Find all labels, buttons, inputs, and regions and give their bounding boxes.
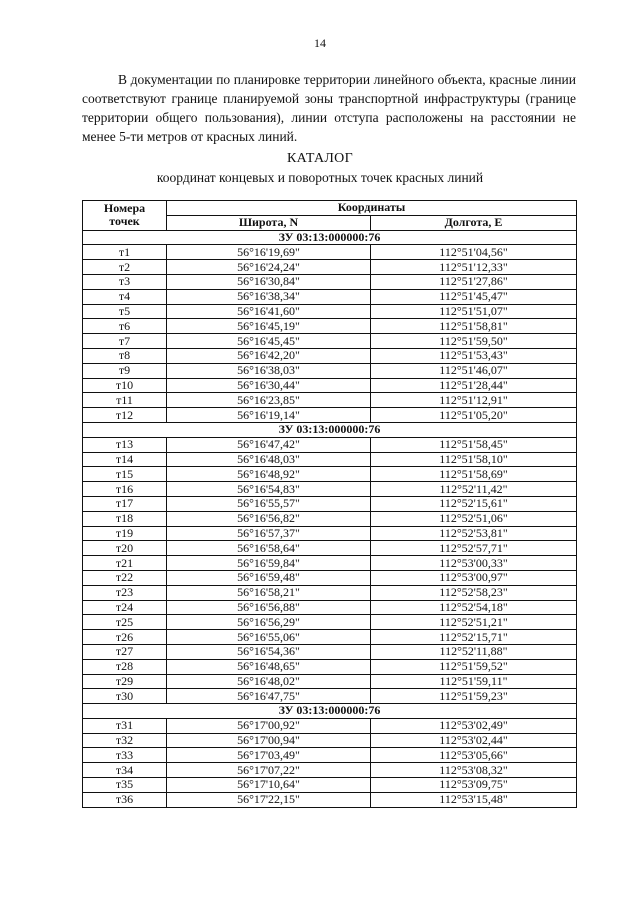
longitude-cell: 112°51'59,11"	[371, 674, 577, 689]
longitude-cell: 112°52'11,42"	[371, 482, 577, 497]
table-row	[83, 289, 577, 304]
point-cell: т8	[83, 348, 167, 363]
point-cell: т1	[83, 245, 167, 260]
point-cell: т33	[83, 748, 167, 763]
latitude-cell: 56°16'48,92"	[167, 467, 371, 482]
table-row	[83, 570, 577, 585]
latitude-cell: 56°16'54,83"	[167, 482, 371, 497]
table-row	[83, 452, 577, 467]
point-cell: т19	[83, 526, 167, 541]
table-row	[83, 763, 577, 778]
table-row	[83, 630, 577, 645]
catalog-title: КАТАЛОГ	[287, 151, 353, 166]
group-row	[83, 422, 577, 437]
table-row	[83, 408, 577, 423]
latitude-cell: 56°16'48,02"	[167, 674, 371, 689]
latitude-cell: 56°16'58,21"	[167, 585, 371, 600]
group-title: ЗУ 03:13:000000:76	[83, 230, 577, 245]
latitude-cell: 56°16'58,64"	[167, 541, 371, 556]
longitude-cell: 112°51'53,43"	[371, 348, 577, 363]
longitude-cell: 112°51'12,91"	[371, 393, 577, 408]
longitude-cell: 112°53'05,66"	[371, 748, 577, 763]
table-row	[83, 319, 577, 334]
table-row	[83, 556, 577, 571]
table-row	[83, 718, 577, 733]
point-cell: т35	[83, 778, 167, 793]
table-row	[83, 378, 577, 393]
longitude-cell: 112°51'58,45"	[371, 437, 577, 452]
latitude-cell: 56°16'57,37"	[167, 526, 371, 541]
table-row	[83, 541, 577, 556]
point-cell: т32	[83, 733, 167, 748]
point-cell: т20	[83, 541, 167, 556]
point-cell: т12	[83, 408, 167, 423]
point-cell: т10	[83, 378, 167, 393]
longitude-cell: 112°51'28,44"	[371, 378, 577, 393]
latitude-cell: 56°16'41,60"	[167, 304, 371, 319]
table-row	[83, 245, 577, 260]
group-row	[83, 704, 577, 719]
table-row	[83, 304, 577, 319]
catalog-subtitle: координат концевых и поворотных точек красных линий	[156, 170, 484, 185]
longitude-cell: 112°53'02,49"	[371, 718, 577, 733]
latitude-cell: 56°16'19,69"	[167, 245, 371, 260]
point-cell: т24	[83, 600, 167, 615]
longitude-cell: 112°53'00,97"	[371, 570, 577, 585]
latitude-cell: 56°16'55,57"	[167, 496, 371, 511]
coordinates-table	[82, 200, 577, 808]
table-row	[83, 674, 577, 689]
latitude-cell: 56°16'23,85"	[167, 393, 371, 408]
latitude-cell: 56°17'00,94"	[167, 733, 371, 748]
longitude-cell: 112°53'00,33"	[371, 556, 577, 571]
latitude-cell: 56°16'56,29"	[167, 615, 371, 630]
point-cell: т7	[83, 334, 167, 349]
latitude-cell: 56°16'19,14"	[167, 408, 371, 423]
table-row	[83, 748, 577, 763]
longitude-cell: 112°52'11,88"	[371, 644, 577, 659]
longitude-cell: 112°52'54,18"	[371, 600, 577, 615]
table-row	[83, 393, 577, 408]
longitude-cell: 112°51'45,47"	[371, 289, 577, 304]
header-coords: Координаты	[167, 201, 577, 216]
group-title: ЗУ 03:13:000000:76	[83, 422, 577, 437]
group-title: ЗУ 03:13:000000:76	[83, 704, 577, 719]
table-row	[83, 334, 577, 349]
point-cell: т28	[83, 659, 167, 674]
latitude-cell: 56°16'55,06"	[167, 630, 371, 645]
latitude-cell: 56°16'45,19"	[167, 319, 371, 334]
table-row	[83, 260, 577, 275]
point-cell: т34	[83, 763, 167, 778]
point-cell: т31	[83, 718, 167, 733]
point-cell: т15	[83, 467, 167, 482]
point-cell: т26	[83, 630, 167, 645]
point-cell: т2	[83, 260, 167, 275]
latitude-cell: 56°16'56,82"	[167, 511, 371, 526]
latitude-cell: 56°16'54,36"	[167, 644, 371, 659]
table-row	[83, 467, 577, 482]
point-cell: т27	[83, 644, 167, 659]
latitude-cell: 56°17'03,49"	[167, 748, 371, 763]
latitude-cell: 56°16'56,88"	[167, 600, 371, 615]
longitude-cell: 112°53'09,75"	[371, 778, 577, 793]
page-number: 14	[314, 36, 326, 50]
longitude-cell: 112°51'46,07"	[371, 363, 577, 378]
table-row	[83, 659, 577, 674]
latitude-cell: 56°16'48,03"	[167, 452, 371, 467]
longitude-cell: 112°52'53,81"	[371, 526, 577, 541]
table-row	[83, 600, 577, 615]
longitude-cell: 112°52'15,61"	[371, 496, 577, 511]
table-row	[83, 511, 577, 526]
latitude-cell: 56°17'00,92"	[167, 718, 371, 733]
table-row	[83, 437, 577, 452]
latitude-cell: 56°16'38,03"	[167, 363, 371, 378]
latitude-cell: 56°16'47,75"	[167, 689, 371, 704]
longitude-cell: 112°51'27,86"	[371, 274, 577, 289]
longitude-cell: 112°53'15,48"	[371, 792, 577, 807]
table-row	[83, 585, 577, 600]
latitude-cell: 56°16'42,20"	[167, 348, 371, 363]
table-row	[83, 733, 577, 748]
header-points-line1: Номера	[103, 201, 146, 216]
latitude-cell: 56°16'59,48"	[167, 570, 371, 585]
point-cell: т13	[83, 437, 167, 452]
longitude-cell: 112°51'58,10"	[371, 452, 577, 467]
longitude-cell: 112°53'02,44"	[371, 733, 577, 748]
latitude-cell: 56°16'38,34"	[167, 289, 371, 304]
latitude-cell: 56°16'30,84"	[167, 274, 371, 289]
point-cell: т6	[83, 319, 167, 334]
longitude-cell: 112°52'51,21"	[371, 615, 577, 630]
point-cell: т9	[83, 363, 167, 378]
latitude-cell: 56°17'22,15"	[167, 792, 371, 807]
longitude-cell: 112°51'51,07"	[371, 304, 577, 319]
point-cell: т4	[83, 289, 167, 304]
latitude-cell: 56°16'59,84"	[167, 556, 371, 571]
longitude-cell: 112°51'58,69"	[371, 467, 577, 482]
table-row	[83, 348, 577, 363]
point-cell: т18	[83, 511, 167, 526]
latitude-cell: 56°16'24,24"	[167, 260, 371, 275]
latitude-cell: 56°16'48,65"	[167, 659, 371, 674]
intro-paragraph: В документации по планировке территории линейного объекта, красные линии соответствуют границе планируемой зоны транспортной инфраструктуры (границе территории общего пользования), линии отступа расположены на расстоянии не менее 5-ти метров от красных линий.	[82, 72, 576, 144]
longitude-cell: 112°52'58,23"	[371, 585, 577, 600]
group-row	[83, 230, 577, 245]
header-points	[83, 201, 167, 231]
point-cell: т11	[83, 393, 167, 408]
table-row	[83, 363, 577, 378]
point-cell: т21	[83, 556, 167, 571]
point-cell: т16	[83, 482, 167, 497]
point-cell: т22	[83, 570, 167, 585]
header-points-line2: точек	[109, 214, 140, 229]
header-lat: Широта, N	[167, 215, 371, 230]
table-row	[83, 526, 577, 541]
longitude-cell: 112°51'59,23"	[371, 689, 577, 704]
table-row	[83, 496, 577, 511]
table-row	[83, 792, 577, 807]
point-cell: т17	[83, 496, 167, 511]
header-lon: Долгота, E	[371, 215, 577, 230]
longitude-cell: 112°52'57,71"	[371, 541, 577, 556]
latitude-cell: 56°17'07,22"	[167, 763, 371, 778]
longitude-cell: 112°53'08,32"	[371, 763, 577, 778]
latitude-cell: 56°16'47,42"	[167, 437, 371, 452]
longitude-cell: 112°52'51,06"	[371, 511, 577, 526]
longitude-cell: 112°51'58,81"	[371, 319, 577, 334]
table-row	[83, 482, 577, 497]
table-row	[83, 644, 577, 659]
point-cell: т5	[83, 304, 167, 319]
longitude-cell: 112°52'15,71"	[371, 630, 577, 645]
longitude-cell: 112°51'05,20"	[371, 408, 577, 423]
table-body	[83, 230, 577, 807]
longitude-cell: 112°51'04,56"	[371, 245, 577, 260]
latitude-cell: 56°16'45,45"	[167, 334, 371, 349]
longitude-cell: 112°51'59,50"	[371, 334, 577, 349]
latitude-cell: 56°17'10,64"	[167, 778, 371, 793]
point-cell: т23	[83, 585, 167, 600]
table-row	[83, 615, 577, 630]
longitude-cell: 112°51'12,33"	[371, 260, 577, 275]
point-cell: т25	[83, 615, 167, 630]
point-cell: т36	[83, 792, 167, 807]
point-cell: т30	[83, 689, 167, 704]
latitude-cell: 56°16'30,44"	[167, 378, 371, 393]
table-row	[83, 778, 577, 793]
longitude-cell: 112°51'59,52"	[371, 659, 577, 674]
point-cell: т29	[83, 674, 167, 689]
point-cell: т14	[83, 452, 167, 467]
table-row	[83, 274, 577, 289]
table-row	[83, 689, 577, 704]
point-cell: т3	[83, 274, 167, 289]
